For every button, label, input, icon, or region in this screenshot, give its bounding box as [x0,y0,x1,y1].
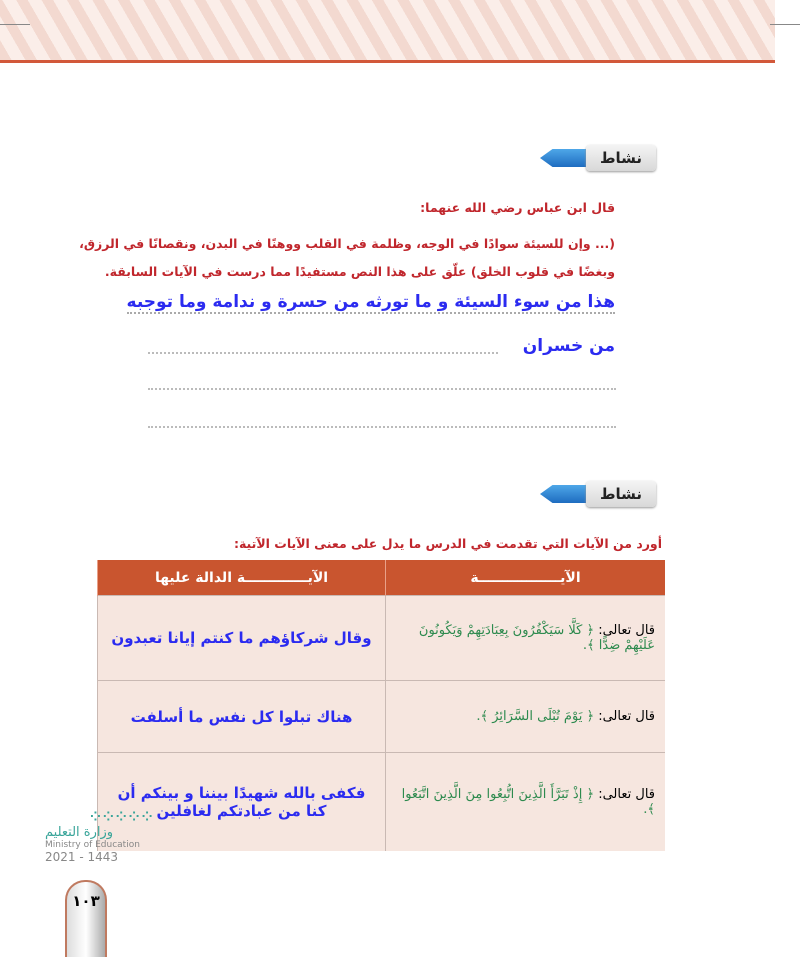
table-row [98,753,666,851]
verse-prefix: قال تعالى: [598,623,655,638]
header-pattern-band [0,0,775,63]
verse-text: ﴿ يَوْمَ تُبْلَى السَّرَائِرُ ﴾. [476,709,595,724]
verse-text: ﴿ إِذْ تَبَرَّأَ الَّذِينَ اتُّبِعُوا مِنَ الَّذِينَ اتَّبَعُوا ﴾. [401,786,655,817]
quote-line-1: (... وإن للسيئة سوادًا في الوجه، وظلمة في القلب ووهنًا في البدن، ونقصانًا في الرزق، [79,236,615,251]
badge-arrow-icon [540,485,590,503]
activity-badge: نشاط [540,481,656,507]
answer-cell[interactable]: هناك تبلوا كل نفس ما أسلفت [98,681,386,753]
header-verse: الآيـــــــــــــــــة [386,560,666,596]
logo-dots-icon: ⁘⁘⁘⁘⁘ [90,810,155,825]
ministry-name-ar: وزارة التعليم [45,825,114,840]
instruction-text: أورد من الآيات التي تقدمت في الدرس ما يدل على معنى الآيات الآتية: [233,536,662,551]
crop-mark [770,24,800,25]
answer-line-2[interactable]: من خسران [522,336,615,356]
ministry-logo [45,810,154,864]
page-number: ١٠٣ [65,880,107,957]
answer-cell[interactable]: فكفى بالله شهيدًا بيننا و بينكم أن كنا من عبادتكم لغافلين [98,753,386,851]
ministry-name-en: Ministry of Education [45,840,140,850]
quote-line-2: وبغضًا في قلوب الخلق) علّق على هذا النص مستفيدًا مما درست في الآيات السابقة. [104,264,615,279]
dotted-line[interactable] [148,426,616,428]
crop-mark [0,24,30,25]
verse-text: ﴿ كَلَّا سَيَكْفُرُونَ بِعِبَادَتِهِمْ وَيَكُونُونَ عَلَيْهِمْ ضِدًّا ﴾. [418,623,655,653]
table-row [98,681,666,753]
answer-line-1[interactable]: هذا من سوء السيئة و ما تورثه من حسرة و ندامة وما توجبه [126,292,615,312]
verse-prefix: قال تعالى: [598,709,655,724]
verse-prefix: قال تعالى: [598,786,655,802]
answer-cell[interactable]: وقال شركاؤهم ما كنتم إيانا تعبدون [98,596,386,681]
dotted-line [148,352,498,354]
intro-text: قال ابن عباس رضي الله عنهما: [420,200,615,215]
edition-year: 2021 - 1443 [45,850,119,864]
activity-badge: نشاط [540,145,656,171]
header-evidence: الآيـــــــــــــة الدالة عليها [98,560,386,596]
table-row [98,596,666,681]
dotted-line[interactable] [148,388,616,390]
verses-table [97,560,665,851]
badge-arrow-icon [540,149,590,167]
